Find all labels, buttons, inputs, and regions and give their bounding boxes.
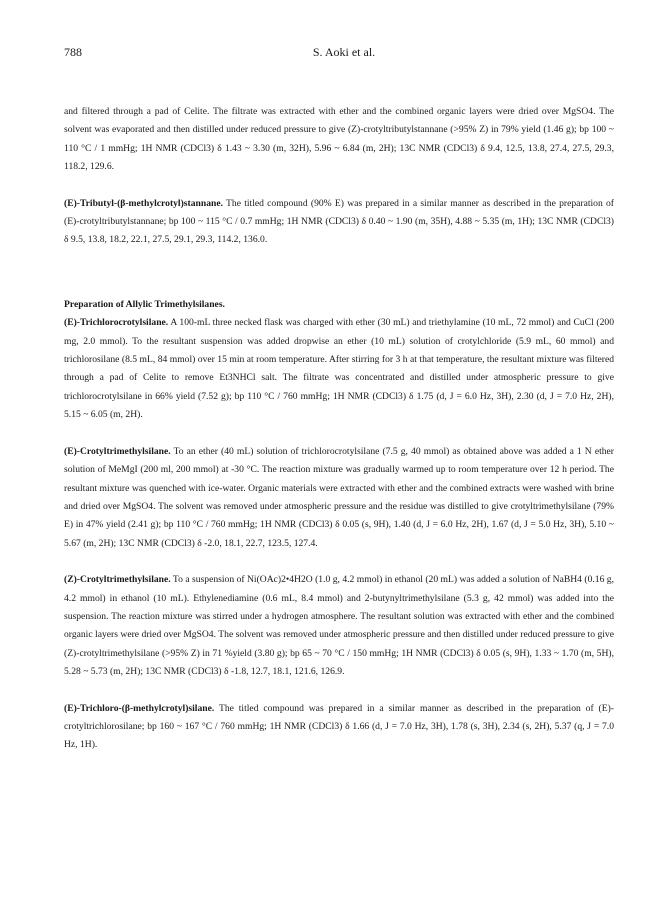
paragraph-z-crotyltrimethylsilane [64, 571, 614, 681]
compound-heading: (E)-Trichlorocrotylsilane. [64, 317, 169, 329]
paragraph-text: The titled compound (90% E) was prepared in a similar manner as described in the preparation of (E)-crotyltributylstannane; bp 100 ~ 115 °C / 0.7 mmHg; 1H NMR (CDCl3) δ 0.40 ~ 1.90 (m, 35H), 4.88 ~ 5.35 (m, 1H); 13C NMR (CDCl3) δ 9.5, 13.8, 18.2, 22.1, 27.5, 29.1, 29.3, 114.2, 136.0. [64, 197, 614, 246]
paragraph-text: A 100-mL three necked flask was charged with ether (30 mL) and triethylamine (10 mL, 72 mmol) and CuCl (200 mg, 2.0 mmol). To the resultant suspension was added dropwise an ether (10 mL) solution of crotylchloride (5.9 mL, 60 mmol) and trichlorosilane (8.5 mL, 84 mmol) over 15 min at room temperature. After stirring for 3 h at that temperature, the resultant mixture was filtered through a pad of Celite to remove Et3NHCl salt. The filtrate was concentrated and distilled under atmospheric pressure to give trichlorocrotylsilane in 66% yield (7.52 g); bp 110 °C / 760 mmHg; 1H NMR (CDCl3) δ 1.75 (d, J = 6.0 Hz, 3H), 2.30 (d, J = 7.0 Hz, 2H), 5.15 ~ 6.05 (m, 2H). [64, 317, 614, 421]
paragraph-continued [64, 103, 614, 177]
compound-heading: (Z)-Crotyltrimethylsilane. [64, 574, 171, 586]
running-title: S. Aoki et al. [312, 45, 376, 59]
section-heading: Preparation of Allylic Trimethylsilanes. [64, 298, 225, 310]
compound-heading: (E)-Tributyl-(β-methylcrotyl)stannane. [64, 197, 223, 209]
compound-heading: (E)-Crotyltrimethylsilane. [64, 445, 171, 457]
paragraph-tributyl-methylcrotyl-stannane [64, 195, 614, 250]
paragraph-text: To a suspension of Ni(OAc)2•4H2O (1.0 g, 4.2 mmol) in ethanol (20 mL) was added a solution of NaBH4 (0.16 g, 4.2 mmol) in ethanol (10 mL). Ethylenediamine (0.6 mL, 8.4 mmol) and 2-butynyltrimethylsilane (5.3 g, 42 mmol) was added into the suspension. The reaction mixture was stirred under a hydrogen atmosphere. The resultant solution was extracted with ether and the combined organic layers were dried over MgSO4. The solvent was removed under atmospheric pressure and then distilled under reduced pressure to give (Z)-crotyltrimethylsilane (>95% Z) in 71 %yield (3.80 g); bp 65 ~ 70 °C / 150 mmHg; 1H NMR (CDCl3) δ 0.05 (s, 9H), 1.33 ~ 1.70 (m, 5H), 5.28 ~ 5.73 (m, 2H); 13C NMR (CDCl3) δ -1.8, 12.7, 18.1, 121.6, 126.9. [64, 574, 614, 678]
article-body [64, 103, 614, 755]
paragraph-trichloro-methylcrotyl-silane [64, 700, 614, 755]
paragraph-text: The titled compound was prepared in a similar manner as described in the preparation of (E)-crotyltrichlorosilane; bp 160 ~ 167 °C / 760 mmHg; 1H NMR (CDCl3) δ 1.66 (d, J = 7.0 Hz, 3H), 1.78 (s, 3H), 2.34 (s, 2H), 5.37 (q, J = 7.0 Hz, 1H). [64, 702, 614, 751]
page-header [64, 45, 624, 63]
paragraph-text: To an ether (40 mL) solution of trichlorocrotylsilane (7.5 g, 40 mmol) as obtained above was added a 1 N ether solution of MeMgI (200 ml, 200 mmol) at -30 °C. The reaction mixture was gradually warmed up to room temperature over 12 h period. The resultant mixture was quenched with ice-water. Organic materials were extracted with ether and the combined extracts were washed with brine and dried over MgSO4. The solvent was removed under atmospheric pressure and the residue was distilled to give crotyltrimethylsilane (79% E) in 47% yield (2.41 g); bp 110 °C / 760 mmHg; 1H NMR (CDCl3) δ 0.05 (s, 9H), 1.40 (d, J = 6.0 Hz, 2H), 1.67 (d, J = 5.0 Hz, 3H), 5.10 ~ 5.67 (m, 2H); 13C NMR (CDCl3) δ -2.0, 18.1, 22.7, 123.5, 127.4. [64, 445, 614, 549]
paragraph-e-crotyltrimethylsilane [64, 443, 614, 553]
compound-heading: (E)-Trichloro-(β-methylcrotyl)silane. [64, 702, 215, 714]
paragraph-trichlorocrotylsilane [64, 314, 614, 424]
page-number: 788 [64, 45, 82, 59]
paragraph-text: and filtered through a pad of Celite. The filtrate was extracted with ether and the combined organic layers were dried over MgSO4. The solvent was evaporated and then distilled under reduced pressure to give (Z)-crotyltributylstannane (>95% Z) in 79% yield (1.46 g); bp 100 ~ 110 °C / 1 mmHg; 1H NMR (CDCl3) δ 1.43 ~ 3.30 (m, 32H), 5.96 ~ 6.84 (m, 2H); 13C NMR (CDCl3) δ 9.4, 12.5, 13.8, 27.4, 27.5, 29.3, 118.2, 129.6. [64, 106, 614, 173]
